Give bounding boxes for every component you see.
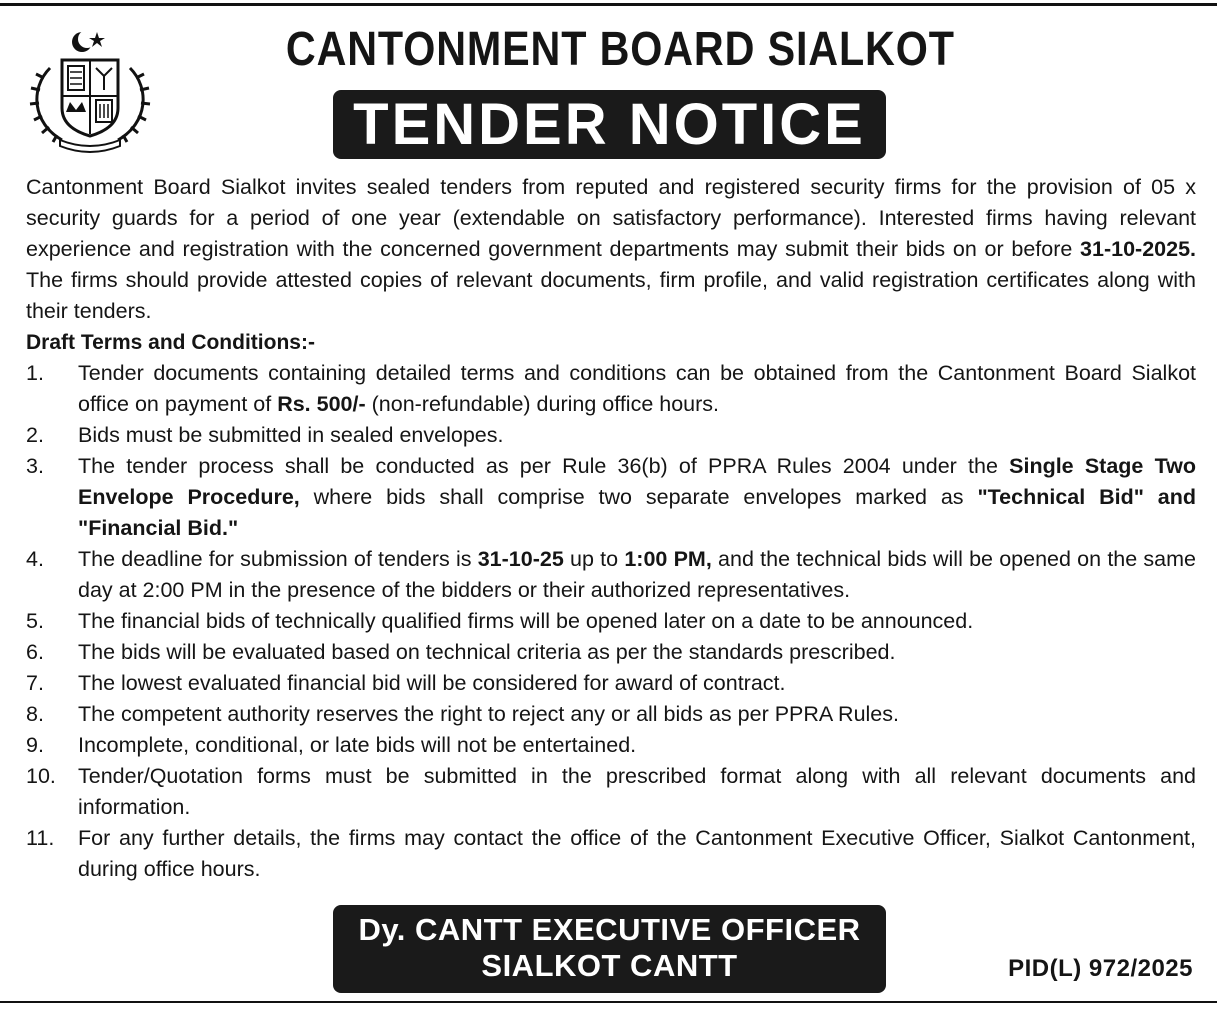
notice-title: TENDER NOTICE (353, 92, 866, 157)
intro-text-continued: The firms should provide attested copies of relevant documents, firm profile, and valid registration certificates along with their tenders. (26, 268, 1196, 323)
terms-heading: Draft Terms and Conditions:- (26, 331, 315, 354)
notice-body (26, 172, 1196, 885)
term-item: 8. The competent authority reserves the right to reject any or all bids as per PPRA Rules. (26, 702, 899, 726)
bottom-rule (0, 1001, 1217, 1003)
term-item: 2. Bids must be submitted in sealed envelopes. (26, 423, 504, 447)
intro-paragraph (26, 172, 1196, 327)
term-item: 4. The deadline for submission of tenders is 31-10-25 up to 1:00 PM, and the technical bids will be opened on the same day at 2:00 PM in the presence of the bidders or their authorized representatives. (26, 547, 1197, 602)
pid-number: PID(L) 972/2025 (1008, 955, 1193, 982)
term-item: 3. The tender process shall be conducted as per Rule 36(b) of PPRA Rules 2004 under the Single Stage Two Envelope Procedure, where bids shall comprise two separate envelopes marked as "Technical Bid" and "Financial Bid." (26, 454, 1196, 540)
term-item: 7. The lowest evaluated financial bid will be considered for award of contract. (26, 671, 786, 695)
term-item: 11. For any further details, the firms may contact the office of the Cantonment Executive Officer, Sialkot Cantonment, during office hours. (26, 826, 1196, 881)
submission-date: 31-10-2025. (1080, 237, 1196, 261)
term-item: 5. The financial bids of technically qualified firms will be opened later on a date to be announced. (26, 609, 974, 633)
signature-location: SIALKOT CANTT (481, 948, 738, 983)
term-item: 10. Tender/Quotation forms must be submitted in the prescribed format along with all relevant documents and information. (26, 764, 1196, 819)
term-item: 9. Incomplete, conditional, or late bids will not be entertained. (26, 733, 637, 757)
signature-title: Dy. CANTT EXECUTIVE OFFICER (358, 912, 861, 947)
terms-list (26, 358, 1196, 885)
term-item: 1. Tender documents containing detailed terms and conditions can be obtained from the Cantonment Board Sialkot office on payment of Rs. 500/- (non-refundable) during office hours. (26, 361, 1196, 416)
board-name-heading: CANTONMENT BOARD SIALKOT (285, 23, 955, 76)
term-item: 6. The bids will be evaluated based on technical criteria as per the standards prescribed. (26, 640, 896, 664)
top-rule (0, 3, 1217, 6)
intro-text: Cantonment Board Sialkot invites sealed tenders from reputed and registered security firms for the provision of 05 x security guards for a period of one year (extendable on satisfactory performance). Interested firms having relevant experience and registration with the concerned government departments may submit their bids on or before (26, 175, 1196, 261)
state-emblem-icon (22, 28, 158, 154)
